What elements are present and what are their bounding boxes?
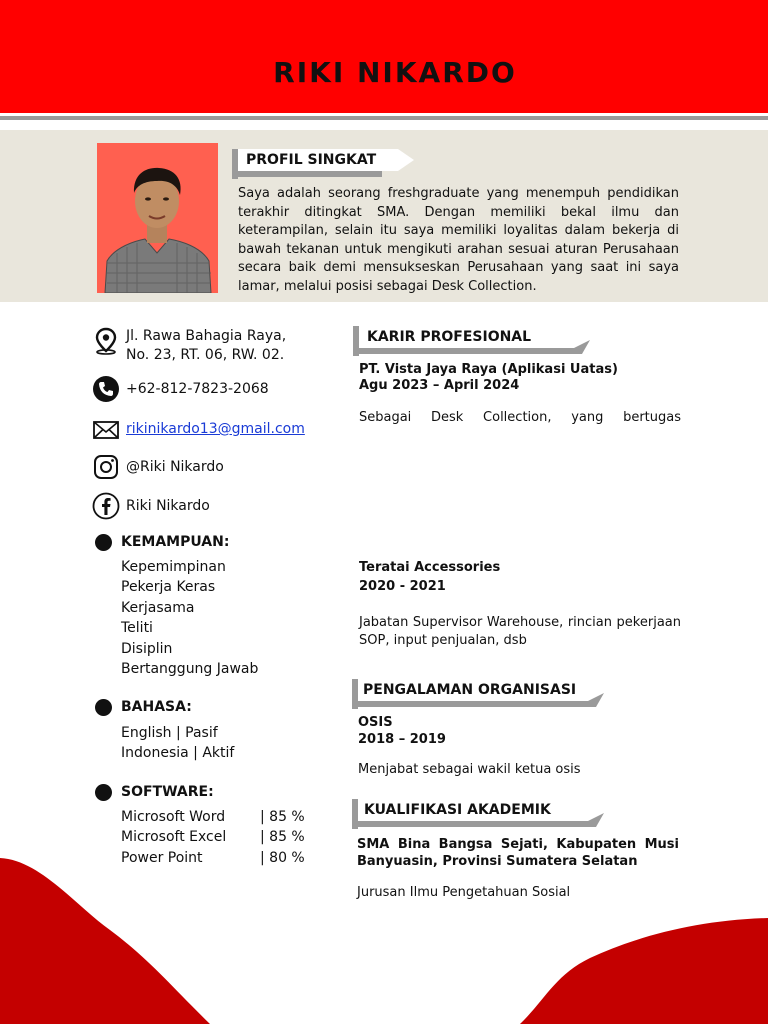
phone-number: +62-812-7823-2068 [126, 381, 269, 397]
skill-item: Kepemimpinan [121, 559, 226, 575]
software-heading: SOFTWARE: [121, 784, 214, 800]
bullet-dot [95, 784, 112, 801]
skills-list [121, 557, 258, 679]
candidate-name: RIKI NIKARDO [273, 56, 517, 89]
ribbon-arrow-decoration [578, 813, 608, 829]
software-name: Power Point [121, 849, 203, 866]
career-heading: KARIR PROFESIONAL [359, 326, 572, 348]
skill-item: Pekerja Keras [121, 579, 216, 596]
language-item: English | Pasif [121, 725, 218, 741]
instagram-icon [92, 453, 120, 481]
job-2-company: Teratai Accessories [359, 560, 501, 575]
software-name: Microsoft Excel [121, 829, 227, 846]
email-link[interactable]: rikinikardo13@gmail.com [126, 421, 305, 437]
address-line-2: No. 23, RT. 06, RW. 02. [126, 346, 285, 363]
languages-list [121, 723, 234, 764]
software-row [121, 807, 321, 827]
job-1-company: PT. Vista Jaya Raya (Aplikasi Uatas) [359, 362, 618, 377]
education-school: SMA Bina Bangsa Sejati, Kabupaten Musi Banyuasin, Provinsi Sumatera Selatan [357, 837, 679, 869]
profile-summary: Saya adalah seorang freshgraduate yang menempuh pendidikan terakhir ditingkat SMA. Dengan memiliki bekal ilmu dan keterampilan, selain itu saya memiliki loyalitas dalam bekerja di bawah tekanan untuk mengikuti arahan sesuai aturan Perusahaan secara baik demi mensukseskan Perusahaan yang saat ini saya lamar, melalui posisi sebagai Desk Collection. [238, 186, 679, 294]
ribbon-arrow-decoration [578, 693, 608, 709]
software-name: Microsoft Word [121, 809, 226, 825]
education-heading: KUALIFIKASI AKADEMIK [358, 799, 579, 821]
skill-item: Kerjasama [121, 599, 195, 616]
organization-description: Menjabat sebagai wakil ketua osis [358, 762, 581, 777]
skill-item: Bertanggung Jawab [121, 661, 259, 678]
mail-icon [92, 416, 120, 444]
software-row [121, 827, 321, 847]
skill-item: Teliti [121, 620, 153, 637]
software-row [121, 848, 321, 868]
phone-icon [92, 375, 120, 403]
job-1-period: Agu 2023 – April 2024 [359, 378, 520, 393]
education-major: Jurusan Ilmu Pengetahuan Sosial [357, 885, 571, 900]
software-level: | 85 % [260, 809, 305, 825]
location-pin-icon [92, 327, 120, 355]
organization-name: OSIS [358, 715, 393, 730]
software-level: | 85 % [260, 829, 305, 846]
organization-period: 2018 – 2019 [358, 732, 446, 747]
facebook-icon [92, 492, 120, 520]
skills-heading: KEMAMPUAN: [121, 534, 230, 550]
address-line-1: Jl. Rawa Bahagia Raya, [126, 328, 287, 344]
instagram-handle: @Riki Nikardo [126, 459, 224, 475]
organization-heading: PENGALAMAN ORGANISASI [358, 679, 578, 701]
skill-item: Disiplin [121, 640, 173, 657]
software-list [121, 807, 321, 868]
ribbon-arrow-decoration [564, 340, 594, 356]
bullet-dot [95, 699, 112, 716]
language-item: Indonesia | Aktif [121, 745, 235, 762]
software-level: | 80 % [260, 849, 305, 866]
bullet-dot [95, 534, 112, 551]
job-2-period: 2020 - 2021 [359, 579, 446, 594]
profile-heading: PROFIL SINGKAT [238, 149, 398, 171]
job-2-description: Jabatan Supervisor Warehouse, rincian pekerjaan SOP, input penjualan, dsb [359, 615, 681, 648]
profile-photo [97, 143, 218, 293]
languages-heading: BAHASA: [121, 699, 192, 715]
job-1-description: Sebagai Desk Collection, yang bertugas [359, 410, 681, 425]
facebook-name: Riki Nikardo [126, 498, 210, 514]
